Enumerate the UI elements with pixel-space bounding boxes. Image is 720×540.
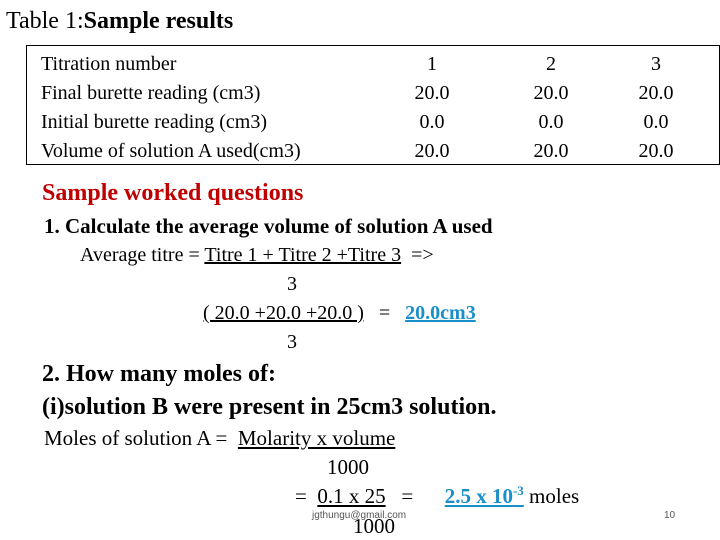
cell-value: 20.0 xyxy=(414,82,450,104)
cell-value: 0.0 xyxy=(538,111,564,133)
results-table xyxy=(26,45,720,165)
section-heading: Sample worked questions xyxy=(42,180,304,206)
moles-denominator: 1000 xyxy=(327,455,369,479)
average-formula xyxy=(80,244,434,267)
question-2-part-i: (i)solution B were present in 25cm3 solution. xyxy=(42,394,497,420)
cell-value: 20.0 xyxy=(533,140,569,162)
moles-calc-denominator: 1000 xyxy=(353,514,395,538)
cell-value: 1 xyxy=(427,53,437,75)
moles-answer xyxy=(445,484,524,508)
slide-title xyxy=(6,8,233,35)
cell-value: 20.0 xyxy=(533,82,569,104)
answer-exponent: -3 xyxy=(512,483,524,498)
question-2: 2. How many moles of: xyxy=(42,361,276,387)
moles-calc-equals: = xyxy=(401,484,414,508)
cell-value: 0.0 xyxy=(419,111,445,133)
moles-calc-numerator: 0.1 x 25 xyxy=(317,484,386,508)
formula-numerator: Titre 1 + Titre 2 +Titre 3 xyxy=(204,244,402,266)
moles-numerator: Molarity x volume xyxy=(237,426,396,450)
calc-equals: = xyxy=(378,302,391,324)
cell-value: 2 xyxy=(546,53,556,75)
cell-value: 20.0 xyxy=(638,140,674,162)
moles-calculation xyxy=(295,484,579,509)
moles-prefix: Moles of solution A = xyxy=(44,426,228,450)
cell-value: 20.0 xyxy=(638,82,674,104)
moles-formula xyxy=(44,426,395,451)
title-bold: Sample results xyxy=(83,8,234,34)
answer-base: 2.5 x 10 xyxy=(444,484,513,508)
row-label: Titration number xyxy=(41,53,177,75)
calc-numerator: ( 20.0 +20.0 +20.0 ) xyxy=(203,302,364,324)
row-label: Initial burette reading (cm3) xyxy=(41,111,268,133)
title-prefix: Table 1: xyxy=(6,8,84,34)
page-number: 10 xyxy=(664,510,676,521)
author-email: jgthungu@gmail.com xyxy=(312,510,407,521)
calc-denominator: 3 xyxy=(287,331,297,353)
formula-arrow: => xyxy=(411,244,434,266)
answer-unit: moles xyxy=(529,484,580,508)
row-label: Volume of solution A used(cm3) xyxy=(41,140,301,162)
cell-value: 0.0 xyxy=(643,111,669,133)
average-calculation xyxy=(203,302,476,325)
average-answer: 20.0cm3 xyxy=(405,302,476,324)
question-1: 1. Calculate the average volume of solution A used xyxy=(44,214,493,238)
formula-denominator: 3 xyxy=(287,273,297,295)
cell-value: 3 xyxy=(651,53,661,75)
row-label: Final burette reading (cm3) xyxy=(41,82,261,104)
cell-value: 20.0 xyxy=(414,140,450,162)
moles-calc-prefix: = xyxy=(295,484,307,508)
formula-prefix: Average titre = xyxy=(80,244,205,266)
